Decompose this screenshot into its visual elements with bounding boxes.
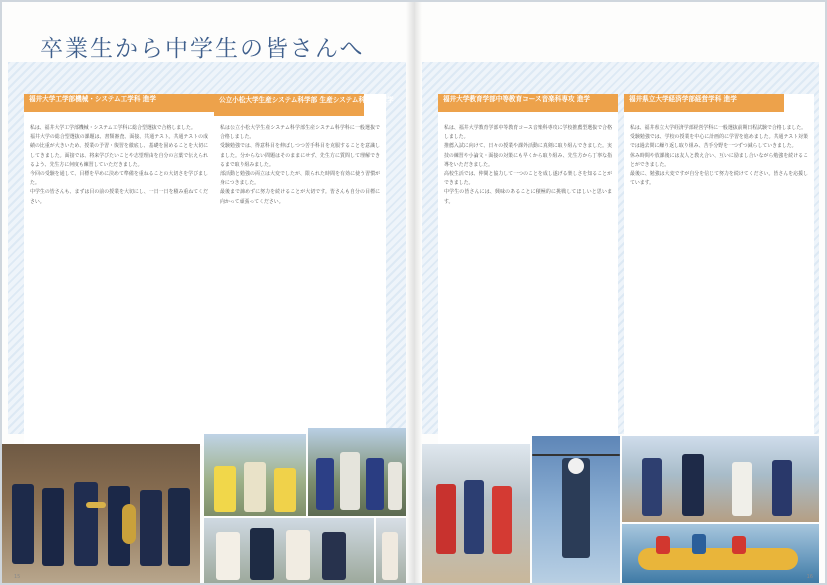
column-1-paragraph: 私は、福井大学工学部機械・システム工学科に総合型選抜で合格しました。 — [30, 125, 196, 131]
column-2-paragraph: 私は公立小松大学生産システム科学部生産システム科学科に一般選抜で合格しました。 — [220, 125, 380, 141]
column-1-paragraph: 今回の受験を通して、目標を早めに決めて準備を重ねることの大切さを学びました。 — [30, 171, 208, 187]
column-3-paragraph: 推薦入試に向けて、日々の授業や課外活動に真剣に取り組んできました。実技の練習や小論文・面接の対策にも早くから取り組み、先生方から丁寧な指導をいただきました。 — [444, 143, 612, 168]
testimonial-column-2 — [214, 94, 394, 434]
column-3-paragraph: 私は、福井大学教育学部中等教育コース音楽科専攻に学校推薦型選抜で合格しました。 — [444, 125, 612, 141]
spine-gutter — [406, 2, 422, 583]
page-number-right: 16 — [806, 574, 813, 580]
photo-yosakoi-dance-3 — [204, 518, 374, 583]
testimonial-column-4 — [624, 94, 814, 446]
column-4-paragraph: 私は、福井県立大学経済学部経営学科に一般選抜前期日程試験で合格しました。 — [630, 125, 807, 131]
column-2-heading: 公立小松大学生産システム科学部 生産システム科学科 進学 — [214, 94, 364, 116]
column-2-paragraph: 部活動と勉強の両立は大変でしたが、限られた時間を有効に使う習慣が身につきました。 — [220, 171, 380, 187]
photo-yosakoi-dance-4 — [376, 518, 406, 583]
column-1-body — [30, 124, 208, 440]
column-3-paragraph: 高校生活では、仲間と協力して一つのことを成し遂げる楽しさを知ることができました。 — [444, 171, 612, 187]
column-1-heading: 福井大学工学部機械・システム工学科 進学 — [24, 94, 214, 112]
photo-yosakoi-dance-1 — [204, 434, 306, 516]
page-title: 卒業生から中学生の皆さんへ — [40, 36, 365, 62]
photo-zipline — [532, 436, 620, 583]
column-4-heading: 福井県立大学経済学部経営学科 進学 — [624, 94, 784, 112]
brochure-spread — [2, 2, 825, 583]
column-4-body — [630, 124, 808, 440]
photo-brass-band — [2, 444, 200, 583]
photo-yosakoi-dance-2 — [308, 428, 406, 516]
photo-relay-race — [622, 436, 819, 522]
column-1-paragraph: 中学生の皆さんも、まずは目の前の授業を大切にし、一日一日を積み重ねてください。 — [30, 189, 208, 205]
column-3-heading: 福井大学教育学部中等教育コース音楽科専攻 進学 — [438, 94, 618, 112]
column-2-paragraph: 最後まで諦めずに努力を続けることが大切です。皆さんも自分の目標に向かって頑張ってください。 — [220, 189, 380, 205]
column-4-paragraph: 受験勉強では、学校の授業を中心に計画的に学習を進めました。共通テスト対策では過去問に繰り返し取り組み、苦手分野を一つずつ減らしていきました。 — [630, 134, 808, 150]
column-2-paragraph: 受験勉強では、得意科目を伸ばしつつ苦手科目を克服することを意識しました。分からない問題はそのままにせず、先生方に質問して理解できるまで取り組みました。 — [220, 143, 380, 168]
testimonial-column-3 — [438, 94, 618, 446]
photo-sports-day-1 — [422, 444, 530, 583]
page-number-left: 15 — [14, 574, 21, 580]
column-1-paragraph: 福井大学の総合型選抜の課題は、書類審査、面接、共通テスト。共通テストの成績の比重が大きいため、授業の予習・復習を徹底し、基礎を固めることを大切にしてきました。面接では、将来学びたいことや志望理由を自分の言葉で伝えられるよう、先生方に何度も練習していただきました。 — [30, 134, 208, 168]
column-4-paragraph: 最後に、勉強は大変ですが自分を信じて努力を続けてください。皆さんを応援しています。 — [630, 171, 808, 187]
column-3-paragraph: 中学生の皆さんには、興味のあることに積極的に挑戦してほしいと思います。 — [444, 189, 612, 205]
column-4-paragraph: 休み時間や放課後には友人と教え合い、互いに励まし合いながら勉強を続けることができました。 — [630, 152, 808, 168]
photo-rafting — [622, 524, 819, 583]
testimonial-column-1 — [24, 94, 214, 446]
column-3-body — [444, 124, 612, 440]
column-2-body — [220, 124, 380, 428]
